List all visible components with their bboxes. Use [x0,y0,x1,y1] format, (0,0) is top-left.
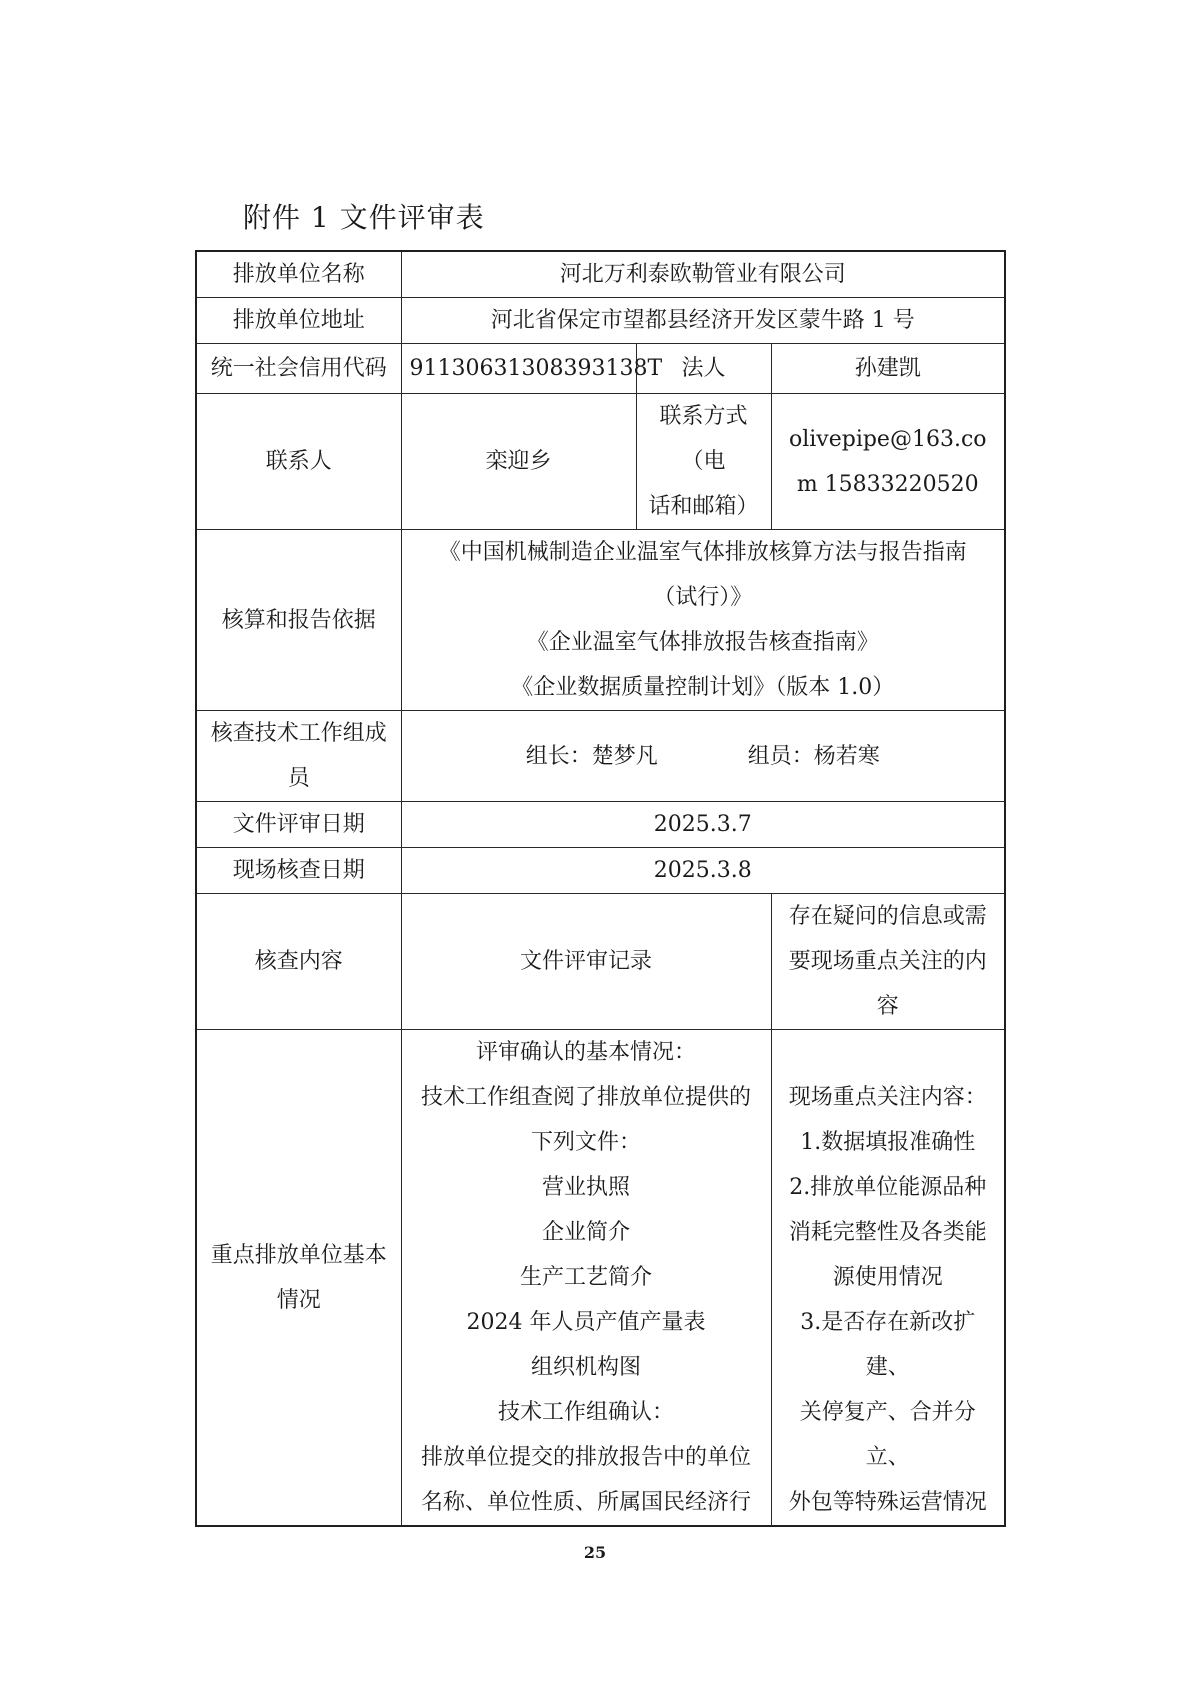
basis-line: （试行）》 [653,585,753,610]
table-row [196,251,1005,298]
focus-line: 现场重点关注内容： [788,1085,987,1110]
basis-line: 《中国机械制造企业温室气体排放核算方法与报告指南 [438,540,967,565]
page-title: 附件 1 文件评审表 [243,201,485,234]
basis-line: 《企业数据质量控制计划》（版本 1.0） [511,675,895,700]
contact-method-label-line: 联系方式（电 [659,404,748,474]
focus-line: 外包等特殊运营情况 [788,1490,987,1515]
column-header-content: 核查内容 [196,894,401,1030]
basis-line: 《企业温室气体排放报告核查指南》 [526,630,879,655]
table-row [196,802,1005,848]
table-row [196,298,1005,344]
table-row [196,1030,1005,1527]
credit-code-value: 91130631308393138T [401,344,636,394]
column-header-doubt-line: 存在疑问的信息或需 [788,904,987,929]
focus-line: 消耗完整性及各类能 [788,1220,987,1245]
team-value [401,711,1005,802]
basic-info-label-line: 情况 [276,1287,321,1313]
record-line: 下列文件： [530,1130,641,1155]
review-date-label: 文件评审日期 [196,802,401,848]
column-header-doubt [771,894,1005,1030]
record-line: 名称、单位性质、所属国民经济行 [420,1490,751,1515]
record-line: 生产工艺简介 [519,1265,652,1290]
unit-name-label: 排放单位名称 [196,251,401,298]
basic-info-label [196,1030,401,1527]
table-row [196,894,1005,1030]
basis-value [401,530,1005,711]
focus-line: 1.数据填报准确性 [800,1130,976,1155]
team-label [196,711,401,802]
basic-info-label-line: 重点排放单位基本 [210,1242,387,1268]
legal-person-value: 孙建凯 [771,344,1005,394]
contact-method-value-line: m 15833220520 [796,471,979,497]
legal-person-label: 法人 [636,344,771,394]
record-line: 组织机构图 [530,1355,641,1380]
contact-method-value [771,394,1005,530]
focus-line: 关停复产、合并分立、 [799,1400,976,1470]
record-line: 技术工作组确认： [497,1400,674,1425]
team-leader: 组长：楚梦凡 [525,743,658,769]
unit-address-value: 河北省保定市望都县经济开发区蒙牛路 1 号 [401,298,1005,344]
record-line: 评审确认的基本情况： [475,1040,696,1065]
record-line: 排放单位提交的排放报告中的单位 [420,1445,751,1470]
page-number: 25 [583,1543,607,1562]
column-header-doubt-line: 容 [876,994,899,1019]
table-row [196,848,1005,894]
document-review-table [195,250,1006,1527]
basis-label: 核算和报告依据 [196,530,401,711]
contact-label: 联系人 [196,394,401,530]
unit-address-label: 排放单位地址 [196,298,401,344]
contact-method-label [636,394,771,530]
table-row [196,344,1005,394]
contact-method-value-line: olivepipe@163.co [788,426,987,452]
basic-info-record [401,1030,771,1527]
focus-line: 2.排放单位能源品种 [789,1175,987,1200]
review-date-value: 2025.3.7 [401,802,1005,848]
focus-line: 源使用情况 [832,1265,943,1290]
contact-value: 栾迎乡 [401,394,636,530]
record-line: 2024 年人员产值产量表 [466,1310,706,1335]
contact-method-label-line: 话和邮箱） [648,494,759,519]
table-row [196,711,1005,802]
onsite-date-label: 现场核查日期 [196,848,401,894]
table-row [196,530,1005,711]
record-line: 营业执照 [541,1175,630,1200]
column-header-record: 文件评审记录 [401,894,771,1030]
record-line: 企业简介 [541,1220,630,1245]
team-label-line: 员 [287,766,310,791]
record-line: 技术工作组查阅了排放单位提供的 [420,1085,751,1110]
team-label-line: 核查技术工作组成 [210,721,387,746]
onsite-date-value: 2025.3.8 [401,848,1005,894]
column-header-doubt-line: 要现场重点关注的内 [788,949,987,974]
unit-name-value: 河北万利泰欧勒管业有限公司 [401,251,1005,298]
basic-info-focus [771,1030,1005,1527]
credit-code-label: 统一社会信用代码 [196,344,401,394]
team-member: 组员：杨若寒 [747,743,880,769]
table-row [196,394,1005,530]
focus-line: 3.是否存在新改扩建、 [800,1310,976,1380]
